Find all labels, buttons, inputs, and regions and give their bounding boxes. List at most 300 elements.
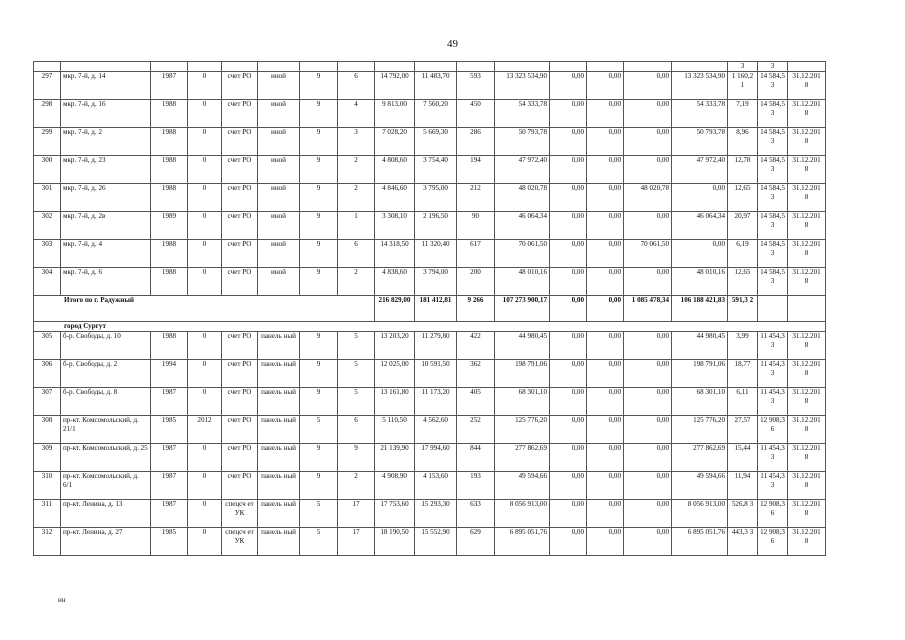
table-cell: 1988 xyxy=(151,100,188,128)
table-cell: 0 xyxy=(188,72,222,100)
table-cell: 54 333,78 xyxy=(672,100,728,128)
table-cell: 4 153,60 xyxy=(415,472,457,500)
table-cell: 0 xyxy=(188,212,222,240)
table-cell: 31.12.201 8 xyxy=(788,360,826,388)
table-cell: 362 xyxy=(457,360,495,388)
page-number: 49 xyxy=(447,38,458,50)
table-cell: иной xyxy=(258,156,300,184)
table-cell: мкр. 7-й, д. 26 xyxy=(61,184,151,212)
table-cell: пр-кт. Ленина, д. 27 xyxy=(61,528,151,556)
table-cell: 1985 xyxy=(151,416,188,444)
table-row xyxy=(34,72,826,100)
table-cell: 303 xyxy=(34,240,61,268)
table-cell: 312 xyxy=(34,528,61,556)
header-cell xyxy=(375,62,415,72)
table-cell: 5 xyxy=(338,388,375,416)
table-cell: 0,00 xyxy=(587,212,624,240)
table-cell: 31.12.201 8 xyxy=(788,444,826,472)
header-cell xyxy=(495,62,550,72)
total-value: 0,00 xyxy=(550,296,587,322)
table-cell: 0,00 xyxy=(550,500,587,528)
table-cell: 8 056 913,00 xyxy=(495,500,550,528)
table-cell: 1987 xyxy=(151,72,188,100)
table-cell: 12 908,3 6 xyxy=(758,500,788,528)
table-cell: 0,00 xyxy=(672,240,728,268)
table-cell: 0,00 xyxy=(624,360,672,388)
empty-cell xyxy=(758,296,788,322)
register-table xyxy=(33,61,826,556)
table-cell: 31.12.201 8 xyxy=(788,128,826,156)
table-cell: 49 594,66 xyxy=(672,472,728,500)
table-cell: 277 862,69 xyxy=(672,444,728,472)
table-cell: 1988 xyxy=(151,184,188,212)
table-cell: 9 xyxy=(300,72,338,100)
header-cell xyxy=(61,62,151,72)
table-cell: 11 173,20 xyxy=(415,388,457,416)
table-cell: 17 753,60 xyxy=(375,500,415,528)
table-cell: 15 293,30 xyxy=(415,500,457,528)
table-cell: 4 xyxy=(338,100,375,128)
table-cell: 48 010,16 xyxy=(495,268,550,296)
footer-mark: нн xyxy=(58,596,66,604)
table-cell: панель ный xyxy=(258,528,300,556)
total-value: 1 085 478,34 xyxy=(624,296,672,322)
table-cell: 5 xyxy=(300,500,338,528)
table-cell: 1987 xyxy=(151,472,188,500)
header-cell xyxy=(222,62,258,72)
table-cell: 0,00 xyxy=(550,388,587,416)
table-cell: 593 xyxy=(457,72,495,100)
table-cell: пр-кт. Комсомольский, д. 25 xyxy=(61,444,151,472)
table-cell: 0,00 xyxy=(587,360,624,388)
table-cell: 305 xyxy=(34,332,61,360)
table-cell: 14 584,5 3 xyxy=(758,72,788,100)
table-cell: 14 584,5 3 xyxy=(758,212,788,240)
header-row xyxy=(34,62,826,72)
table-cell: 9 xyxy=(338,444,375,472)
table-cell: 3 794,00 xyxy=(415,268,457,296)
table-cell: счет РО xyxy=(222,268,258,296)
table-cell: 70 061,50 xyxy=(495,240,550,268)
table-cell: счет РО xyxy=(222,360,258,388)
table-cell: 49 594,66 xyxy=(495,472,550,500)
table-cell: 31.12.201 8 xyxy=(788,100,826,128)
table-row xyxy=(34,444,826,472)
table-cell: 0,00 xyxy=(550,268,587,296)
table-cell: 12 025,00 xyxy=(375,360,415,388)
table-cell: 0,00 xyxy=(587,268,624,296)
table-cell: 302 xyxy=(34,212,61,240)
table-cell: 5 xyxy=(338,332,375,360)
table-cell: 2012 xyxy=(188,416,222,444)
table-cell: 0 xyxy=(188,388,222,416)
table-cell: 13 323 534,90 xyxy=(672,72,728,100)
table-cell: 48 020,78 xyxy=(495,184,550,212)
header-cell xyxy=(788,62,826,72)
table-cell: 125 776,20 xyxy=(495,416,550,444)
table-cell: 7,19 xyxy=(728,100,758,128)
table-cell: 0,00 xyxy=(587,444,624,472)
table-cell: 5 669,30 xyxy=(415,128,457,156)
table-cell: 6,19 xyxy=(728,240,758,268)
table-cell: 2 xyxy=(338,156,375,184)
table-cell: 200 xyxy=(457,268,495,296)
table-cell: 193 xyxy=(457,472,495,500)
table-cell: 5 110,50 xyxy=(375,416,415,444)
table-cell: мкр. 7-й, д. 2 xyxy=(61,128,151,156)
table-cell: 0 xyxy=(188,472,222,500)
table-cell: б-р. Свободы, д. 10 xyxy=(61,332,151,360)
table-cell: 31.12.201 8 xyxy=(788,500,826,528)
table-cell: 17 xyxy=(338,500,375,528)
table-cell: 310 xyxy=(34,472,61,500)
table-cell: 11 454,3 3 xyxy=(758,472,788,500)
section-row xyxy=(34,322,826,332)
table-cell: 12,65 xyxy=(728,184,758,212)
table-cell: 0,00 xyxy=(550,360,587,388)
table-cell: счет РО xyxy=(222,156,258,184)
table-cell: 422 xyxy=(457,332,495,360)
header-cell xyxy=(672,62,728,72)
table-row xyxy=(34,212,826,240)
header-cell xyxy=(587,62,624,72)
table-cell: 0,00 xyxy=(624,100,672,128)
header-cell xyxy=(457,62,495,72)
table-cell: 1988 xyxy=(151,332,188,360)
table-cell: 629 xyxy=(457,528,495,556)
table-cell: 46 064,34 xyxy=(495,212,550,240)
table-cell: 304 xyxy=(34,268,61,296)
table-cell: 31.12.201 8 xyxy=(788,388,826,416)
table-row xyxy=(34,268,826,296)
table-cell: 0,00 xyxy=(550,240,587,268)
table-cell: 15 552,90 xyxy=(415,528,457,556)
table-cell: 0,00 xyxy=(587,100,624,128)
table-cell: 31.12.201 8 xyxy=(788,528,826,556)
table-cell: 9 xyxy=(300,100,338,128)
table-cell: 14 584,5 3 xyxy=(758,240,788,268)
total-value: 181 412,81 xyxy=(415,296,457,322)
table-cell: 70 061,50 xyxy=(624,240,672,268)
table-cell: 8,96 xyxy=(728,128,758,156)
table-cell: 308 xyxy=(34,416,61,444)
total-value: 216 829,00 xyxy=(375,296,415,322)
table-cell: 1987 xyxy=(151,388,188,416)
table-cell: 4 838,60 xyxy=(375,268,415,296)
table-cell: мкр. 7-й, д. 23 xyxy=(61,156,151,184)
table-cell: 311 xyxy=(34,500,61,528)
table-cell: 44 980,45 xyxy=(672,332,728,360)
table-cell: 18 190,50 xyxy=(375,528,415,556)
table-cell: 0,00 xyxy=(587,388,624,416)
table-cell: 9 xyxy=(300,128,338,156)
table-cell: 297 xyxy=(34,72,61,100)
table-cell: 3,99 xyxy=(728,332,758,360)
table-cell: 252 xyxy=(457,416,495,444)
table-cell: 307 xyxy=(34,388,61,416)
table-cell: 31.12.201 8 xyxy=(788,156,826,184)
table-cell: 1988 xyxy=(151,128,188,156)
table-cell: 212 xyxy=(457,184,495,212)
table-cell: спецсч ет УК xyxy=(222,500,258,528)
total-value: 106 188 421,83 xyxy=(672,296,728,322)
table-cell: 4 908,90 xyxy=(375,472,415,500)
table-cell: 31.12.201 8 xyxy=(788,184,826,212)
table-cell: 5 xyxy=(338,360,375,388)
total-value: 107 273 900,17 xyxy=(495,296,550,322)
table-cell: счет РО xyxy=(222,128,258,156)
table-cell: 0,00 xyxy=(550,332,587,360)
table-cell: 50 793,78 xyxy=(495,128,550,156)
table-cell: 0,00 xyxy=(550,184,587,212)
table-cell: 0 xyxy=(188,268,222,296)
total-label: Итого по г. Радужный xyxy=(34,296,375,322)
table-cell: 194 xyxy=(457,156,495,184)
table-row xyxy=(34,360,826,388)
table-cell: 9 xyxy=(300,472,338,500)
table-cell: 1989 xyxy=(151,212,188,240)
table-cell: счет РО xyxy=(222,240,258,268)
table-cell: 9 xyxy=(300,240,338,268)
table-cell: 48 010,16 xyxy=(672,268,728,296)
table-cell: 3 308,10 xyxy=(375,212,415,240)
table-cell: 9 xyxy=(300,156,338,184)
table-cell: 0,00 xyxy=(587,128,624,156)
table-cell: 13 161,80 xyxy=(375,388,415,416)
table-cell: 9 813,00 xyxy=(375,100,415,128)
table-cell: 14 584,5 3 xyxy=(758,184,788,212)
table-cell: 11 320,40 xyxy=(415,240,457,268)
table-cell: 0,00 xyxy=(550,472,587,500)
table-cell: 11 454,3 3 xyxy=(758,332,788,360)
header-cell xyxy=(415,62,457,72)
table-cell: 11 483,70 xyxy=(415,72,457,100)
total-value: 9 266 xyxy=(457,296,495,322)
table-cell: 46 064,34 xyxy=(672,212,728,240)
table-cell: 1988 xyxy=(151,240,188,268)
table-cell: панель ный xyxy=(258,416,300,444)
table-cell: счет РО xyxy=(222,72,258,100)
table-cell: 18,77 xyxy=(728,360,758,388)
table-cell: 301 xyxy=(34,184,61,212)
table-cell: 1 160,2 1 xyxy=(728,72,758,100)
table-cell: 6 xyxy=(338,72,375,100)
table-cell: 20,97 xyxy=(728,212,758,240)
table-cell: 31.12.201 8 xyxy=(788,240,826,268)
table-cell: 0,00 xyxy=(624,332,672,360)
table-cell: 1 xyxy=(338,212,375,240)
table-cell: 11 454,3 3 xyxy=(758,444,788,472)
table-cell: 0 xyxy=(188,240,222,268)
table-cell: 1985 xyxy=(151,528,188,556)
table-cell: 3 795,00 xyxy=(415,184,457,212)
table-cell: 4 808,60 xyxy=(375,156,415,184)
table-cell: 0,00 xyxy=(624,444,672,472)
table-cell: 306 xyxy=(34,360,61,388)
table-cell: 10 591,50 xyxy=(415,360,457,388)
table-cell: 6 xyxy=(338,240,375,268)
table-cell: 2 196,50 xyxy=(415,212,457,240)
header-cell xyxy=(550,62,587,72)
table-cell: 286 xyxy=(457,128,495,156)
table-cell: пр-кт. Комсомольский, д. 21/1 xyxy=(61,416,151,444)
table-cell: 0 xyxy=(188,332,222,360)
table-cell: 47 972,40 xyxy=(495,156,550,184)
table-cell: панель ный xyxy=(258,360,300,388)
table-cell: 14 584,5 3 xyxy=(758,268,788,296)
table-cell: пр-кт. Комсомольский, д. 6/1 xyxy=(61,472,151,500)
header-cell: 3 xyxy=(758,62,788,72)
table-cell: счет РО xyxy=(222,184,258,212)
table-cell: панель ный xyxy=(258,388,300,416)
table-cell: 0,00 xyxy=(550,72,587,100)
total-value: 591,3 2 xyxy=(728,296,758,322)
table-cell: 11 279,80 xyxy=(415,332,457,360)
table-cell: 31.12.201 8 xyxy=(788,332,826,360)
table-cell: 526,8 3 xyxy=(728,500,758,528)
table-cell: 0 xyxy=(188,128,222,156)
table-cell: 1987 xyxy=(151,500,188,528)
table-cell: 0,00 xyxy=(587,472,624,500)
table-cell: 3 xyxy=(338,128,375,156)
table-cell: 0 xyxy=(188,100,222,128)
table-cell: 6 895 051,76 xyxy=(495,528,550,556)
table-cell: 0,00 xyxy=(624,500,672,528)
table-cell: б-р. Свободы, д. 2 xyxy=(61,360,151,388)
table-cell: 0,00 xyxy=(587,72,624,100)
table-cell: 90 xyxy=(457,212,495,240)
table-cell: счет РО xyxy=(222,332,258,360)
table-cell: 31.12.201 8 xyxy=(788,472,826,500)
table-cell: 9 xyxy=(300,360,338,388)
table-cell: 12 908,3 6 xyxy=(758,416,788,444)
table-cell: 14 584,5 3 xyxy=(758,100,788,128)
table-cell: 0,00 xyxy=(587,416,624,444)
table-cell: счет РО xyxy=(222,444,258,472)
header-cell: 3 xyxy=(728,62,758,72)
table-cell: 0,00 xyxy=(550,128,587,156)
table-cell: 0,00 xyxy=(624,156,672,184)
table-cell: 9 xyxy=(300,184,338,212)
table-cell: мкр. 7-й, д. 2в xyxy=(61,212,151,240)
table-cell: 0 xyxy=(188,360,222,388)
table-cell: 12,65 xyxy=(728,268,758,296)
table-cell: 0,00 xyxy=(624,416,672,444)
table-cell: иной xyxy=(258,184,300,212)
table-row xyxy=(34,416,826,444)
table-cell: 0 xyxy=(188,184,222,212)
table-cell: 44 980,45 xyxy=(495,332,550,360)
table-cell: 0,00 xyxy=(624,388,672,416)
table-cell: 6,11 xyxy=(728,388,758,416)
table-cell: 0,00 xyxy=(587,156,624,184)
table-cell: 0,00 xyxy=(624,128,672,156)
table-cell: 6 xyxy=(338,416,375,444)
table-cell: 2 xyxy=(338,472,375,500)
table-cell: 31.12.201 8 xyxy=(788,268,826,296)
table-cell: 31.12.201 8 xyxy=(788,72,826,100)
header-cell xyxy=(188,62,222,72)
table-cell: спецсч ет УК xyxy=(222,528,258,556)
table-cell: 48 020,78 xyxy=(624,184,672,212)
table-cell: 6 895 051,76 xyxy=(672,528,728,556)
table-cell: 9 xyxy=(300,212,338,240)
table-cell: иной xyxy=(258,128,300,156)
table-cell: 7 028,20 xyxy=(375,128,415,156)
table-cell: 0 xyxy=(188,156,222,184)
table-cell: 0,00 xyxy=(587,332,624,360)
table-cell: счет РО xyxy=(222,472,258,500)
header-cell xyxy=(300,62,338,72)
table-row xyxy=(34,128,826,156)
table-cell: 11 454,3 3 xyxy=(758,360,788,388)
table-row xyxy=(34,332,826,360)
table-cell: 12,78 xyxy=(728,156,758,184)
table-cell: 68 301,10 xyxy=(672,388,728,416)
table-cell: счет РО xyxy=(222,388,258,416)
table-cell: 0,00 xyxy=(624,212,672,240)
table-cell: 14 792,00 xyxy=(375,72,415,100)
header-cell xyxy=(34,62,61,72)
table-cell: счет РО xyxy=(222,212,258,240)
table-cell: 299 xyxy=(34,128,61,156)
table-cell: 14 584,5 3 xyxy=(758,128,788,156)
table-cell: 21 139,90 xyxy=(375,444,415,472)
table-cell: 0 xyxy=(188,444,222,472)
table-cell: б-р. Свободы, д. 8 xyxy=(61,388,151,416)
table-cell: мкр. 7-й, д. 14 xyxy=(61,72,151,100)
table-cell: 9 xyxy=(300,332,338,360)
table-cell: 0,00 xyxy=(550,444,587,472)
table-cell: 1988 xyxy=(151,156,188,184)
table-cell: 4 562,60 xyxy=(415,416,457,444)
table-cell: счет РО xyxy=(222,100,258,128)
table-cell: 27,57 xyxy=(728,416,758,444)
table-cell: 298 xyxy=(34,100,61,128)
table-cell: 277 862,69 xyxy=(495,444,550,472)
table-cell: 198 791,06 xyxy=(495,360,550,388)
table-cell: панель ный xyxy=(258,332,300,360)
table-cell: 844 xyxy=(457,444,495,472)
table-cell: 0,00 xyxy=(587,240,624,268)
table-cell: 9 xyxy=(300,444,338,472)
table-cell: 0 xyxy=(188,528,222,556)
table-cell: иной xyxy=(258,72,300,100)
table-row xyxy=(34,388,826,416)
table-cell: 0,00 xyxy=(550,528,587,556)
table-cell: 31.12.201 8 xyxy=(788,212,826,240)
table-cell: 5 xyxy=(300,416,338,444)
table-cell: иной xyxy=(258,100,300,128)
table-cell: пр-кт. Ленина, д. 13 xyxy=(61,500,151,528)
table-cell: 0,00 xyxy=(587,528,624,556)
table-cell: 11,94 xyxy=(728,472,758,500)
table-cell: 50 793,78 xyxy=(672,128,728,156)
city-heading: город Сургут xyxy=(34,322,826,332)
table-cell: 2 xyxy=(338,268,375,296)
table-cell: панель ный xyxy=(258,472,300,500)
table-cell: 11 454,3 3 xyxy=(758,388,788,416)
table-cell: 13 203,20 xyxy=(375,332,415,360)
table-cell: 17 xyxy=(338,528,375,556)
table-cell: 125 776,20 xyxy=(672,416,728,444)
table-cell: 1994 xyxy=(151,360,188,388)
table-cell: 68 301,10 xyxy=(495,388,550,416)
table-cell: 0,00 xyxy=(624,472,672,500)
table-cell: иной xyxy=(258,268,300,296)
table-cell: 0,00 xyxy=(550,100,587,128)
table-cell: иной xyxy=(258,240,300,268)
